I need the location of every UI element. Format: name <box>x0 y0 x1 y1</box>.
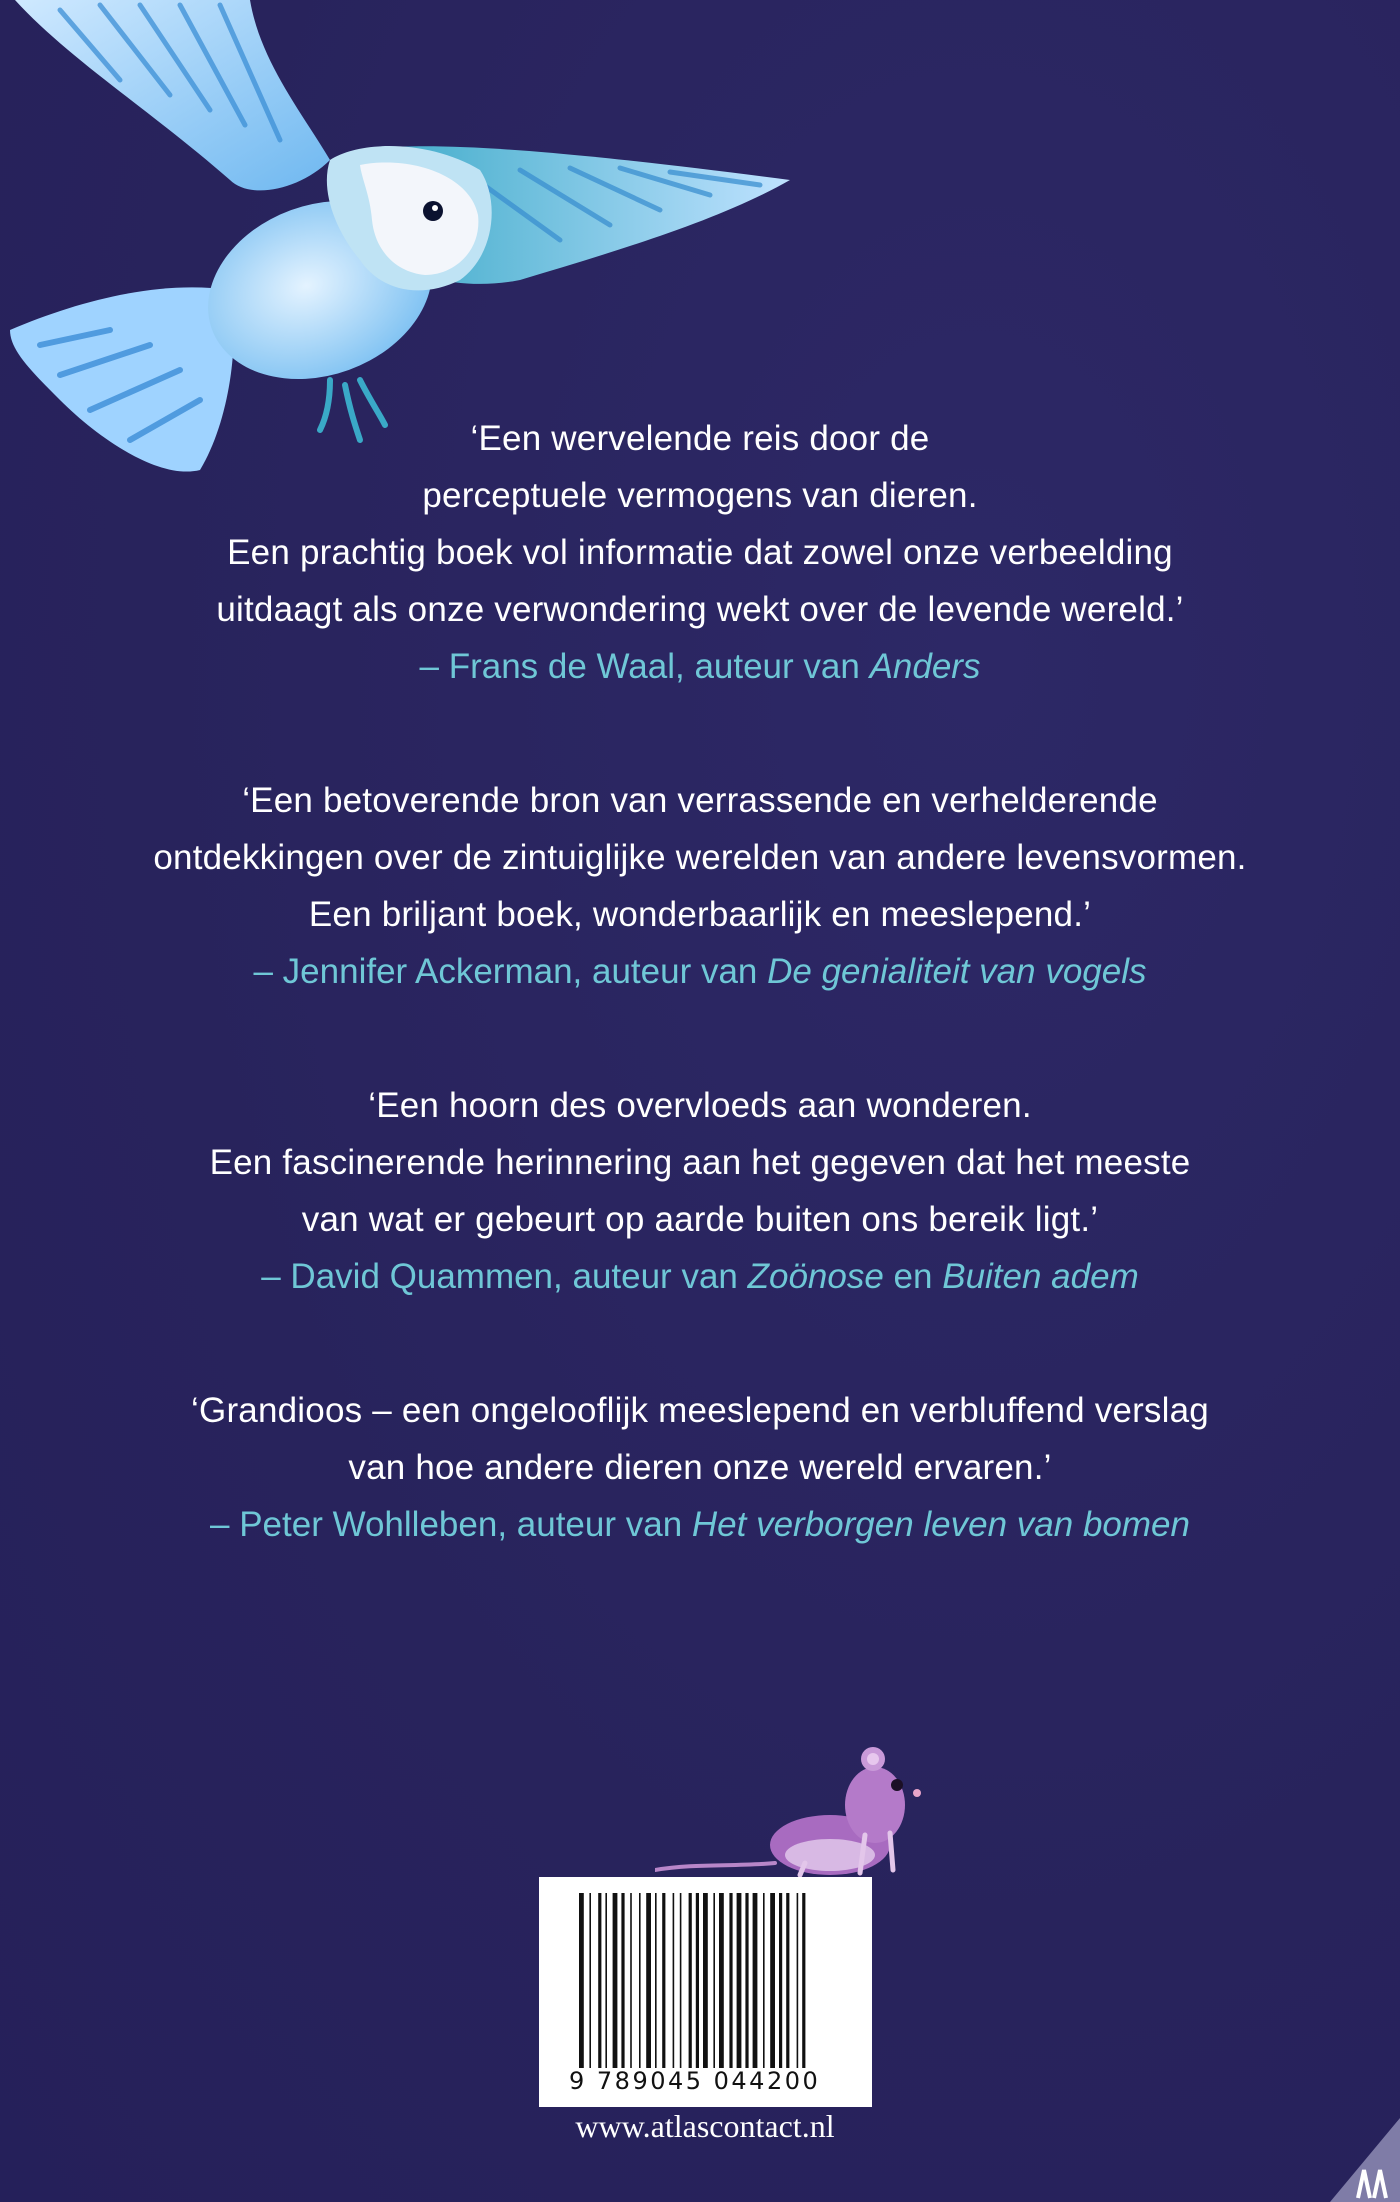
barcode-bar <box>719 1893 724 2068</box>
barcode-bar <box>763 1893 765 2068</box>
title-joiner: en <box>883 1257 943 1296</box>
barcode-bar <box>579 1893 584 2068</box>
quote-line: Een prachtig boek vol informatie dat zowel onze verbeelding <box>227 533 1173 572</box>
quote-line: Een fascinerende herinnering aan het gegeven dat het meeste <box>209 1143 1191 1182</box>
quote-line: ‘Een wervelende reis door de <box>470 419 930 458</box>
book-title: Zoönose <box>747 1257 884 1296</box>
barcode-bar <box>729 1893 732 2068</box>
barcode-bar <box>613 1893 618 2068</box>
barcode-bar <box>802 1893 805 2068</box>
attribution-author: – Jennifer Ackerman, auteur van <box>253 952 768 991</box>
isbn-barcode <box>539 1877 872 2107</box>
quote-line: ‘Grandioos – een ongelooflijk meeslepend en verbluffend verslag <box>191 1391 1209 1430</box>
book-title: Het verborgen leven van bomen <box>691 1505 1190 1544</box>
quote-attribution <box>0 1496 1400 1553</box>
quote-attribution <box>0 1248 1400 1305</box>
barcode-bar <box>639 1893 641 2068</box>
barcode-bar <box>662 1893 665 2068</box>
barcode-bar <box>770 1893 775 2068</box>
book-title: Anders <box>869 647 981 686</box>
quote-line: ontdekkingen over de zintuiglijke werelden van andere levensvormen. <box>153 838 1247 877</box>
barcode-bar <box>713 1893 715 2068</box>
quote-line: van hoe andere dieren onze wereld ervaren.’ <box>348 1448 1052 1487</box>
attribution-author: – David Quammen, auteur van <box>261 1257 748 1296</box>
quote-attribution <box>0 638 1400 695</box>
barcode-bar <box>605 1893 607 2068</box>
barcode-bar <box>680 1893 682 2068</box>
attribution-author: – Peter Wohlleben, auteur van <box>210 1505 692 1544</box>
publisher-website[interactable]: www.atlascontact.nl <box>575 2108 835 2144</box>
review-quotes <box>0 410 1400 1630</box>
review-quote <box>0 410 1400 695</box>
barcode-bar <box>630 1893 632 2068</box>
barcode-bars <box>579 1893 832 2068</box>
barcode-bar <box>655 1893 657 2068</box>
quote-line: van wat er gebeurt op aarde buiten ons bereik ligt.’ <box>301 1200 1099 1239</box>
quote-line: ‘Een betoverende bron van verrassende en verhelderende <box>242 781 1158 820</box>
quote-attribution <box>0 943 1400 1000</box>
barcode-bar <box>779 1893 782 2068</box>
quote-line: perceptuele vermogens van dieren. <box>422 476 978 515</box>
publisher-logo <box>1330 2118 1400 2202</box>
barcode-bar <box>646 1893 651 2068</box>
barcode-bar <box>753 1893 758 2068</box>
quote-line: Een briljant boek, wonderbaarlijk en meeslepend.’ <box>308 895 1092 934</box>
mouse-illustration <box>655 1745 935 1880</box>
quote-line: ‘Een hoorn des overvloeds aan wonderen. <box>368 1086 1032 1125</box>
attribution-author: – Frans de Waal, auteur van <box>419 647 870 686</box>
barcode-bar <box>589 1893 591 2068</box>
barcode-bar <box>703 1893 708 2068</box>
barcode-bar <box>696 1893 699 2068</box>
barcode-bar <box>689 1893 692 2068</box>
review-quote <box>0 1077 1400 1305</box>
barcode-bar <box>737 1893 742 2068</box>
isbn-number: 9 789045 044200 <box>569 2067 821 2095</box>
barcode-bar <box>598 1893 601 2068</box>
review-quote <box>0 1382 1400 1553</box>
barcode-bar <box>673 1893 675 2068</box>
barcode-bar <box>786 1893 789 2068</box>
barcode-bar <box>745 1893 748 2068</box>
barcode-bar <box>621 1893 624 2068</box>
review-quote <box>0 772 1400 1000</box>
book-title: Buiten adem <box>942 1257 1139 1296</box>
book-title: De genialiteit van vogels <box>767 952 1147 991</box>
barcode-bar <box>797 1893 799 2068</box>
quote-line: uitdaagt als onze verwondering wekt over de levende wereld.’ <box>216 590 1184 629</box>
